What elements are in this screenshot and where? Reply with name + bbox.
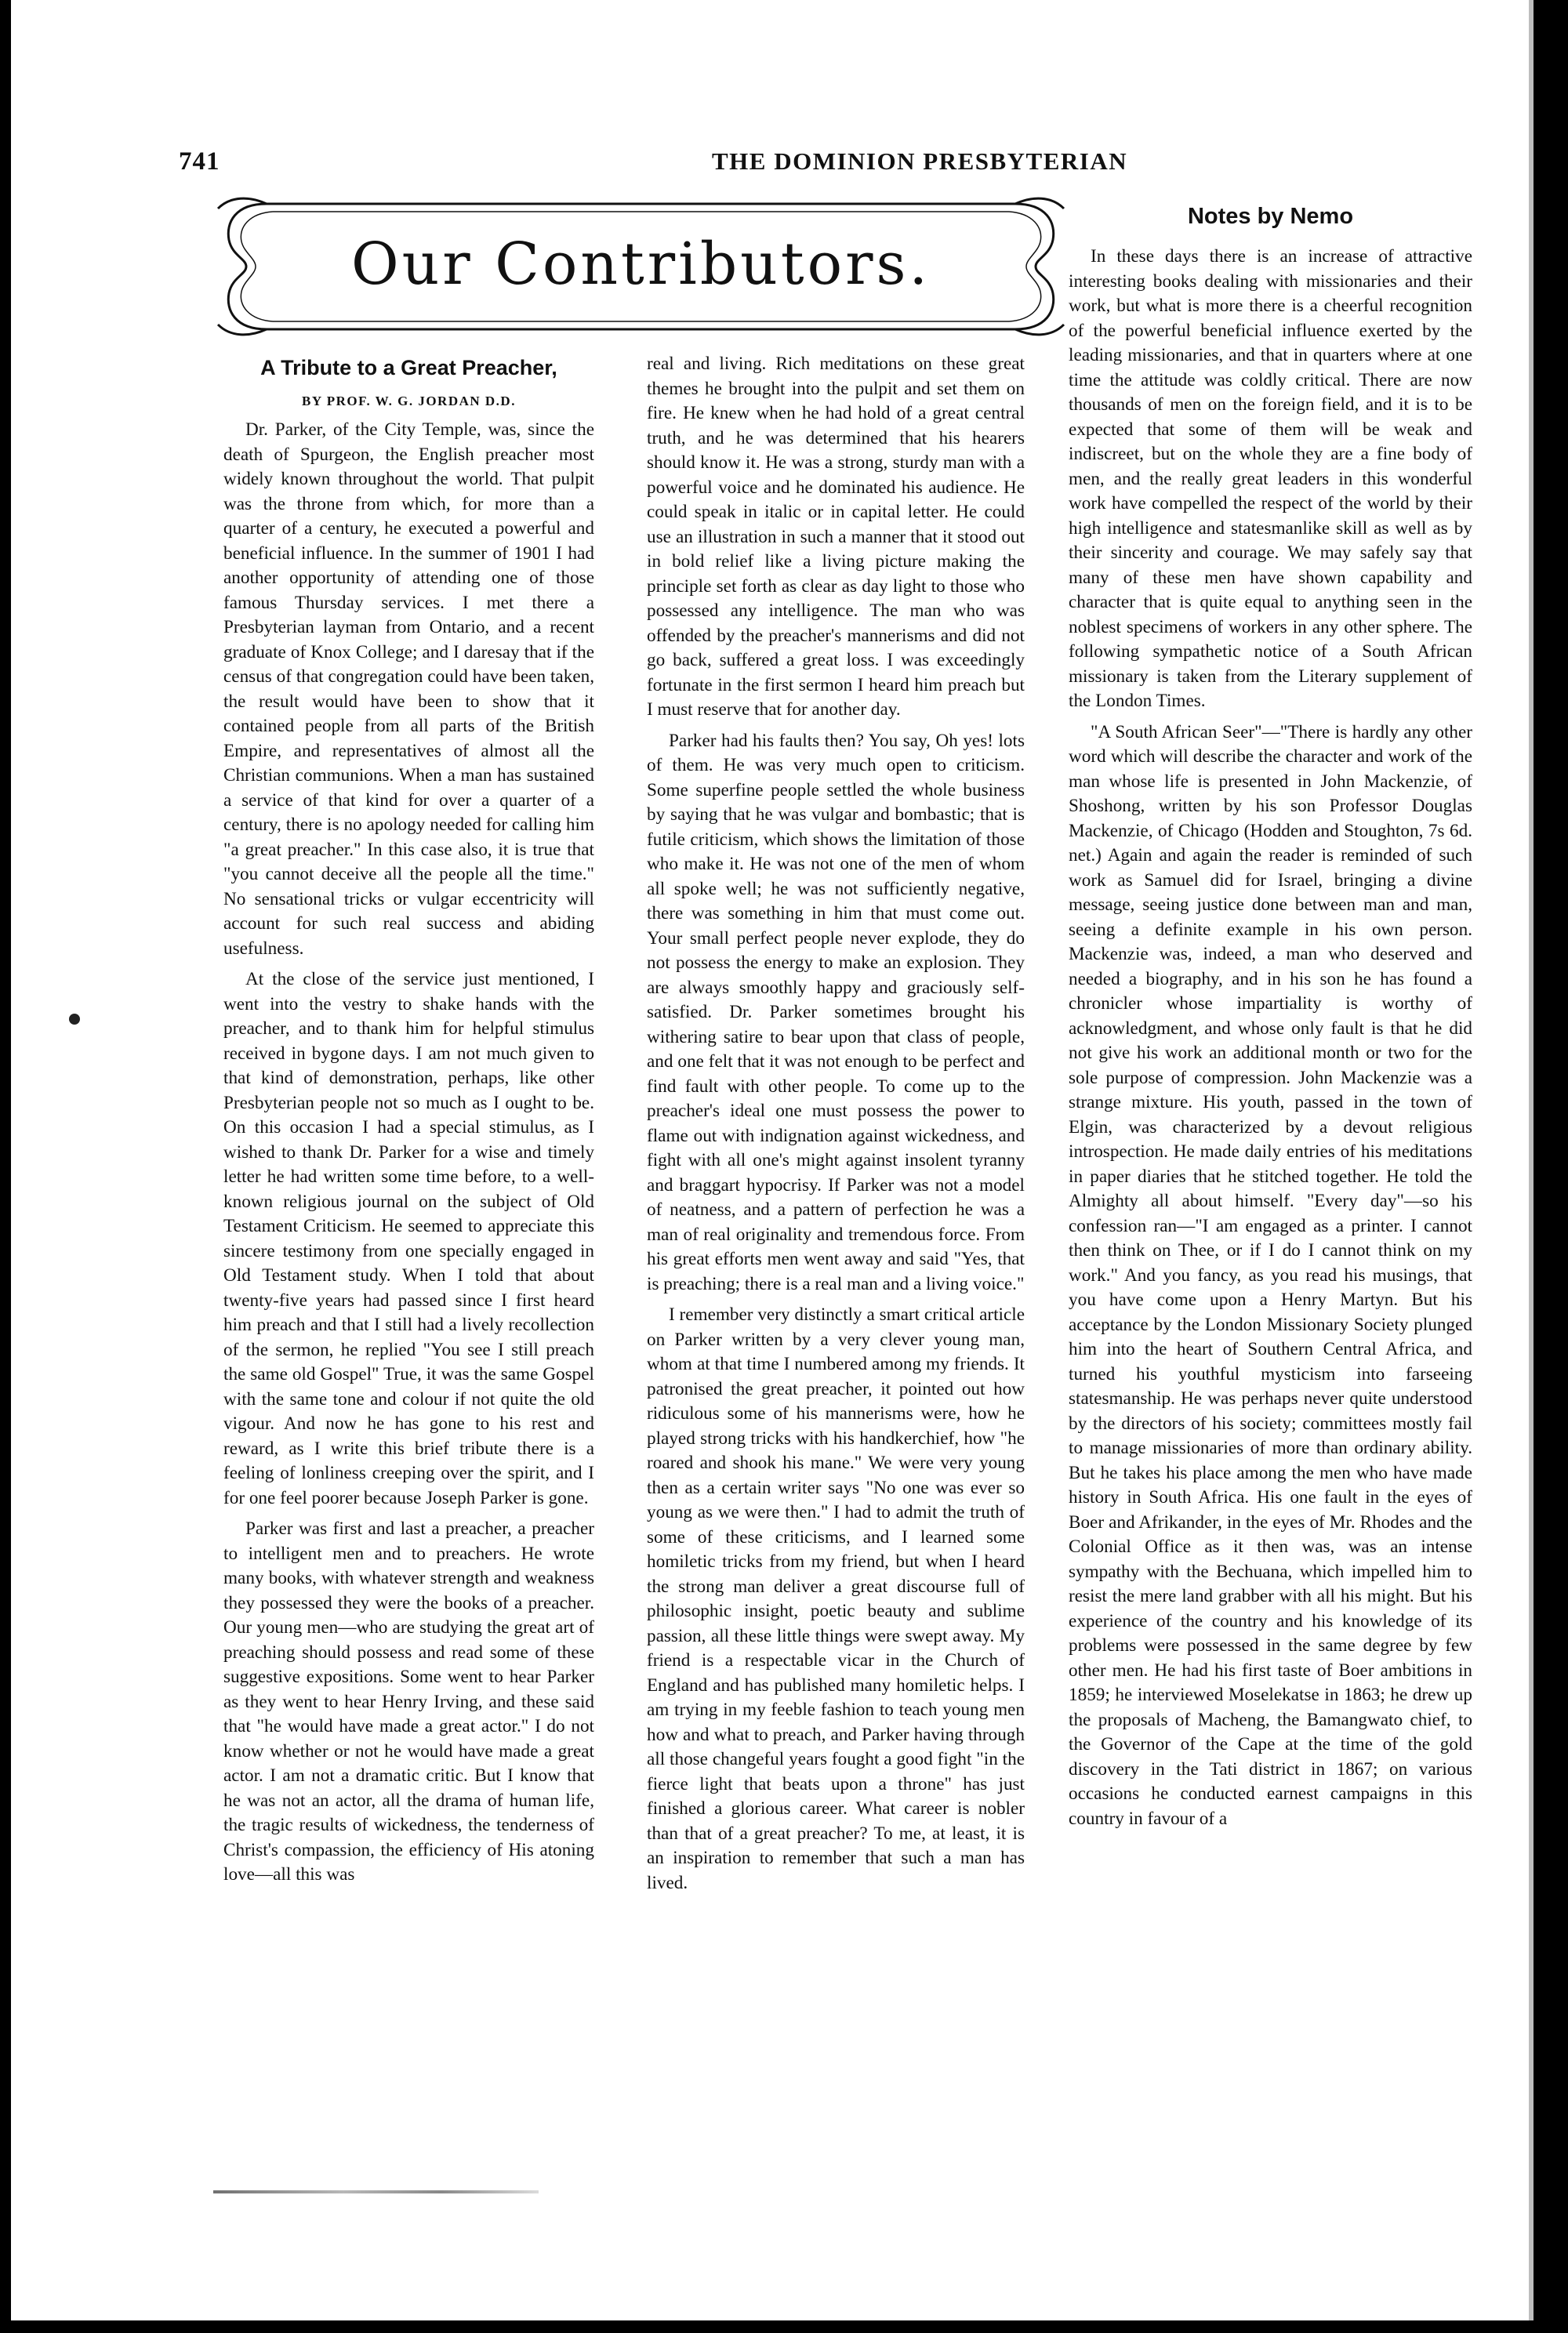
tribute-paragraph: Parker was first and last a preacher, a preacher to intelligent men and to preachers. He wrote many books, with whatever strength and weakness they possessed they were the books of a preacher. Our young men—who are studying the great art of preaching should possess and read some of these suggestive expositions. Some went to hear Parker as they went to hear Henry Irving, and these said that "he would have made a great actor." I do not know whether or not he would have made a great actor. I am not a dramatic critic. But I know that he was not an actor, all the drama of human life, the tragic results of wickedness, the tenderness of Christ's compassion, the efficiency of His atoning love—all this was <box>223 1518 594 1885</box>
notes-paragraph: In these days there is an increase of attractive interesting books dealing with missionaries and their work, but what is more there is a cheerful recognition of the powerful beneficial influence exerted by the leading missionaries, and that in quarters where at one time the attitude was coldly critical. There are now thousands of men on the foreign field, and it is to be expected that some of them will be weak and indiscreet, but on the whole they are a fine body of men, and the really great leaders in this wonderful work have compelled the respect of the world by their high intelligence and statesmanlike skill as well as by their sincerity and courage. We may safely say that many of these men have shown capability and character that is quite equal to anything seen in the noblest specimens of workers in any other sphere. The following sympathetic notice of a South African missionary is taken from the Literary supplement of the London Times. <box>1069 246 1472 711</box>
notes-column <box>1069 201 1472 1838</box>
tribute-paragraph: Dr. Parker, of the City Temple, was, since the death of Spurgeon, the English preacher most widely known throughout the world. That pulpit was the throne from which, for more than a quarter of a century, he executed a powerful and beneficial influence. In the summer of 1901 I had another opportunity of attending one of those famous Thursday services. I met there a Presbyterian layman from Ontario, and a recent graduate of Knox College; and I daresay that if the census of that congregation could have been taken, the result would have been to show that it contained people from all parts of the British Empire, and representatives of almost all the Christian communions. When a man has sustained a service of that kind for over a quarter of a century, there is no apology needed for calling him "a great preacher." In this case also, it is true that "you cannot deceive all the people all the time." No sensational tricks or vulgar eccentricity will account for such real success and abiding usefulness. <box>223 419 594 959</box>
tribute-paragraph: At the close of the service just mentioned, I went into the vestry to shake hands with the preacher, and to thank him for helpful stimulus received in bygone days. I am not much given to that kind of demonstration, perhaps, like other Presbyterian people not so much as I ought to be. On this occasion I had a special stimulus, as I wished to thank Dr. Parker for a wise and timely letter he had written some time before, to a well-known religious journal on the subject of Old Testament Criticism. He seemed to appreciate this sincere testimony from one specially engaged in Old Testament study. When I told that about twenty-five years had passed since I first heard him preach and that I still had a lively recollection of the sermon, he replied "You see I still preach the same old Gospel" True, it was the same Gospel with the same tone and colour if not quite the old vigour. And now he has gone to his rest and reward, as I write this brief tribute there is a feeling of lonliness creeping over the spirit, and I for one feel poorer because Joseph Parker is gone. <box>223 969 594 1508</box>
tribute-column-2 <box>647 352 1025 1896</box>
tribute-title: A Tribute to a Great Preacher, <box>260 356 557 379</box>
tribute-paragraph: Parker had his faults then? You say, Oh yes! lots of them. He was very much open to criticism. Some superfine people settled the whole business by saying that he was vulgar and bombastic; that is futile criticism, which shows the limitation of those who make it. He was not one of the men of whom all spoke well; he was not sufficiently negative, there was something in him that must come out. Your small perfect people never explode, they do not possess the energy to make an explosion. They are always smoothly happy and graciously self-satisfied. Dr. Parker sometimes brought his withering satire to bear upon that class of people, and one felt that it was not enough to be perfect and find fault with other people. To come up to the preacher's ideal one must possess the power to flame out with indignation against wickedness, and fight with all one's might against insolent tyranny and braggart hypocrisy. If Parker was not a model of neatness, and a pattern of perfection he was a man of real originality and tremendous force. From his great efforts men went away and said "Yes, that is preaching; there is a real man and a living voice." <box>647 730 1025 1294</box>
section-banner <box>212 191 1070 342</box>
footer-rule <box>213 2190 539 2193</box>
section-heading: Our Contributors. <box>350 230 931 298</box>
scan-edge-bottom <box>0 2320 1568 2333</box>
page-number: 741 <box>179 147 220 176</box>
tribute-byline: BY PROF. W. G. JORDAN D.D. <box>302 394 516 408</box>
running-head <box>179 147 1394 187</box>
scan-edge-left <box>0 0 11 2333</box>
tribute-column-1 <box>223 352 594 1894</box>
notes-title: Notes by Nemo <box>1187 204 1354 229</box>
margin-ink-spot <box>69 1014 80 1025</box>
notes-paragraph: "A South African Seer"—"There is hardly any other word which will describe the character and work of the man whose life is presented in John Mackenzie, of Shoshong, written by his son Professor Douglas Mackenzie, of Chicago (Hodden and Stoughton, 7s 6d. net.) Again and again the reader is reminded of such work as Samuel did for Israel, bringing a divine message, seeing justice done between man and man, seeing a definite example in his own person. Mackenzie was, indeed, a man who deserved and needed a biography, and in his son he has found a chronicler whose impartiality is worthy of acknowledgment, and whose only fault is that he did not give his work an additional month or two for the sole purpose of compression. John Mackenzie was a strange mixture. His youth, passed in the town of Elgin, was characterized by a devout religious introspection. He made daily entries of his meditations in paper diaries that he stitched together. He told the Almighty all about himself. "Every day"—so his confession ran—"I am engaged as a printer. I cannot then think on Thee, or if I do I cannot think on my work." And you fancy, as you read his musings, that you have come upon a Henry Martyn. But his acceptance by the London Missionary Society plunged him into the heart of Southern Central Africa, and turned his youthful mysticism into farseeing statesmanship. He was perhaps never quite understood by the directors of his society; committees mostly fail to manage missionaries of more than ordinary ability. But he takes his place among the men who have made history in South Africa. His one fault in the eyes of Boer and Afrikander, in the eyes of Mr. Rhodes and the Colonial Office as it then was, was an intense sympathy with the Bechuana, which impelled him to resist the mere land grabber with all his might. But his experience of the country and his knowledge of its problems were possessed in the same degree by few other men. He had his first taste of Boer ambitions in 1859; he interviewed Moselekatse in 1863; he drew up the proposals of Macheng, the Bamangwato chief, to the Governor of the Cape at the time of the gold discovery in the Tati district in 1867; on various occasions he conducted earnest campaigns in this country in favour of a <box>1069 721 1472 1829</box>
scan-edge-right <box>1534 0 1568 2333</box>
journal-title: THE DOMINION PRESBYTERIAN <box>712 147 1128 175</box>
tribute-paragraph: real and living. Rich meditations on these great themes he brought into the pulpit and set them on fire. He knew when he had hold of a great central truth, and he was determined that his hearers should know it. He was a strong, sturdy man with a powerful voice and he dominated his audience. He could speak in italic or in capital letter. He could use an illustration in such a manner that it stood out in bold relief like a living picture making the principle set forth as clear as day light to those who possessed any intelligence. The man who was offended by the preacher's mannerisms and did not go back, suffered a great loss. I was exceedingly fortunate in the first sermon I heard him preach but I must reserve that for another day. <box>647 354 1025 720</box>
tribute-paragraph: I remember very distinctly a smart critical article on Parker written by a very clever young man, whom at that time I numbered among my friends. It patronised the great preacher, it pointed out how ridiculous some of his mannerisms were, how he played strong tricks with his handkerchief, how "he roared and shook his mane." We were very young then as a certain writer says "No one was ever so young as we were then." I had to admit the truth of some of these criticisms, and I learned some homiletic tricks from my friend, but when I heard the strong man deliver a great discourse full of philosophic insight, poetic beauty and sublime passion, all these little things were swept away. My friend is a respectable vicar in the Church of England and has published many homiletic helps. I am trying in my feeble fashion to teach young men how and what to preach, and Parker having through all those changeful years fought a good fight "in the fierce light that beats upon a throne" has just finished a glorious career. What career is nobler than that of a great preacher? To me, at least, it is an inspiration to remember that such a man has lived. <box>647 1304 1025 1893</box>
